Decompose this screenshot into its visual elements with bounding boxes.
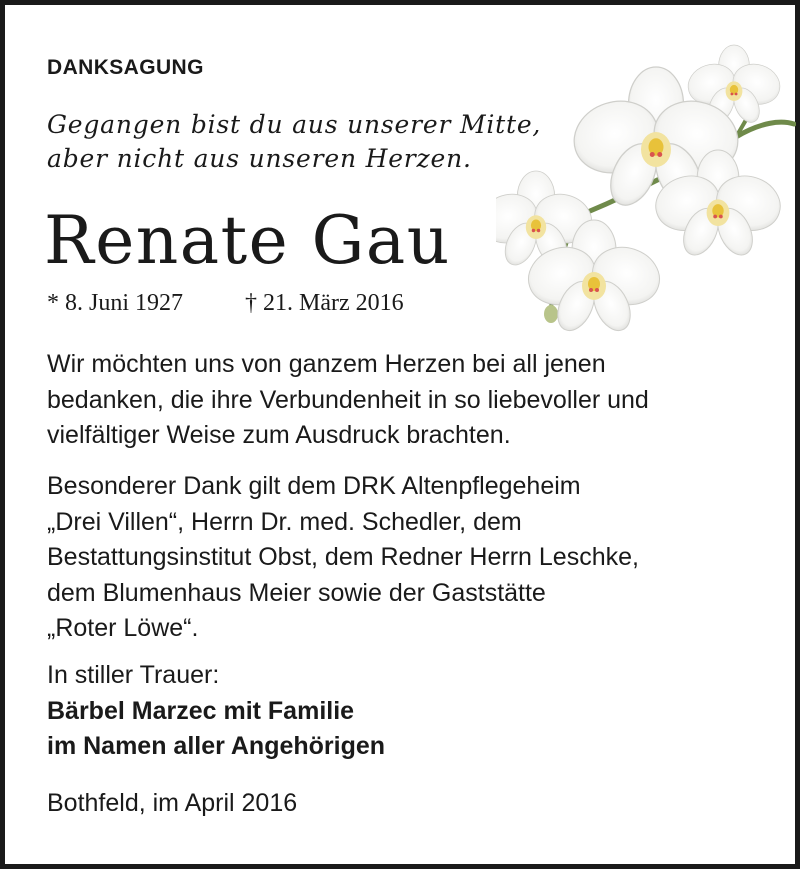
mourner-line: im Namen aller Angehörigen — [47, 732, 386, 760]
mourner-line: Bärbel Marzec mit Familie — [47, 696, 355, 725]
life-dates — [47, 290, 404, 317]
notice-heading: DANKSAGUNG — [47, 56, 204, 79]
text-line: Besonderer Dank gilt dem DRK Altenpflegeheim — [47, 472, 581, 500]
special-thanks-paragraph — [47, 469, 639, 647]
text-line: bedanken, die ihre Verbundenheit in so liebevoller und — [47, 385, 649, 414]
text-line: vielfältiger Weise zum Ausdruck brachten. — [47, 421, 511, 449]
place-date: Bothfeld, im April 2016 — [47, 789, 298, 817]
birth-date: * 8. Juni 1927 — [47, 290, 184, 316]
mourning-intro: In stiller Trauer: — [47, 661, 220, 689]
thanks-paragraph — [47, 347, 649, 454]
text-line: dem Blumenhaus Meier sowie der Gaststätte — [47, 578, 546, 607]
death-date: † 21. März 2016 — [245, 290, 404, 316]
mourners-block — [47, 658, 385, 765]
motto-line: aber nicht aus unseren Herzen. — [47, 144, 472, 173]
motto-line: Gegangen bist du aus unserer Mitte, — [47, 110, 542, 139]
motto — [47, 108, 541, 176]
white-orchid-icon — [496, 42, 796, 332]
text-line: Wir möchten uns von ganzem Herzen bei all jenen — [47, 350, 606, 378]
text-line: „Drei Villen“, Herrn Dr. med. Schedler, dem — [47, 507, 522, 536]
text-line: „Roter Löwe“. — [47, 614, 199, 642]
deceased-name: Renate Gau — [44, 202, 451, 279]
text-line: Bestattungsinstitut Obst, dem Redner Herrn Leschke, — [47, 543, 639, 571]
